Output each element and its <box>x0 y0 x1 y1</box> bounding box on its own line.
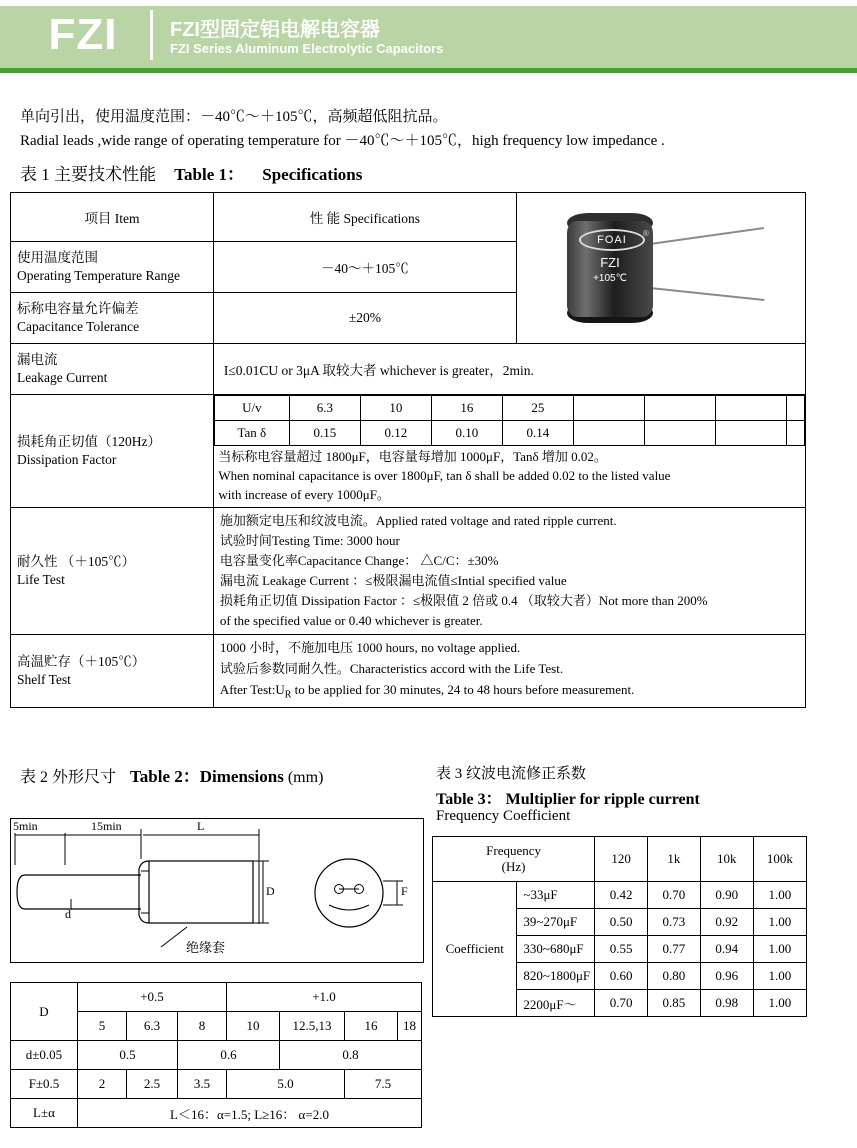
t3-v-1-0: 0.50 <box>595 909 648 936</box>
table-row <box>214 446 804 507</box>
dim-row-d-v1: 0.5 <box>78 1041 178 1070</box>
t3-v-3-2: 0.96 <box>700 963 753 990</box>
table-row <box>11 507 806 635</box>
dim-d-10: 10 <box>227 1012 280 1041</box>
dim-row-F-v5: 7.5 <box>345 1070 422 1099</box>
table3-caption-en: Table 3： Multiplier for ripple current <box>436 791 700 808</box>
table2-caption-en: Table 2：Dimensions <box>130 767 284 786</box>
table-row <box>11 1070 422 1099</box>
specifications-table <box>10 192 806 708</box>
shelf-line-3a: After Test:U <box>219 681 285 697</box>
dim-d-5: 5 <box>78 1012 127 1041</box>
t3-row-label-coefficient: Coefficient <box>433 882 517 1017</box>
capacitor-temp-label: +105℃ <box>593 272 627 284</box>
t3-cap-range-5: 2200μF～ <box>517 990 595 1017</box>
life-line-4: 漏电流 Leakage Current ：≤极限漏电流值≤Intial specified value <box>219 572 567 588</box>
intro-line-cn: 单向引出，使用温度范围：－40℃～＋105℃，高频超低阻抗品。 <box>20 109 448 125</box>
shelf-line-3-sub: R <box>284 689 292 701</box>
df-head-4: 25 <box>502 396 573 421</box>
table-row <box>11 1099 422 1128</box>
t3-v-4-1: 0.85 <box>648 990 701 1017</box>
t3-v-2-2: 0.94 <box>700 936 753 963</box>
row-life-en: Life Test <box>17 571 65 587</box>
intro-line-en: Radial leads ,wide range of operating temperature for －40℃～＋105℃，high frequency low impedance . <box>20 133 665 149</box>
table1-caption-cn: 表 1 主要技术性能 <box>20 165 156 184</box>
row-shelf-en: Shelf Test <box>17 671 71 687</box>
t3-v-4-0: 0.70 <box>595 990 648 1017</box>
df-val-2: 0.12 <box>360 421 431 446</box>
row-operating-temp-value: －40～＋105℃ <box>213 242 516 293</box>
row-tolerance-cn: 标称电容量允许偏差 <box>17 300 139 316</box>
capacitor-photo <box>517 199 805 338</box>
life-line-5: 损耗角正切值 Dissipation Factor ：≤极限值 2 倍或 0.4 （取较大者）Not more than 200% <box>219 593 708 609</box>
df-head-0: U/v <box>214 396 289 421</box>
t3-cap-range-1: ~33μF <box>517 882 595 909</box>
row-leakage-label <box>11 344 214 395</box>
table-row <box>11 344 806 395</box>
table-row <box>433 837 807 882</box>
table1-head-item: 项目 Item <box>11 193 214 242</box>
shelf-line-1: 1000 小时，不施加电压 1000 hours, no voltage applied. <box>219 640 521 656</box>
t3-v-0-0: 0.42 <box>595 882 648 909</box>
t3-col-1k: 1k <box>648 837 701 882</box>
dim-head-plus10: +1.0 <box>227 983 422 1012</box>
table2-caption-cn: 表 2 外形尺寸 <box>20 769 117 786</box>
header-divider <box>150 10 153 60</box>
header-title-en: FZI Series Aluminum Electrolytic Capacitors <box>170 41 444 56</box>
row-tolerance-label <box>11 293 214 344</box>
row-dissipation-label <box>11 395 214 508</box>
table-row <box>11 395 806 508</box>
dimension-drawing <box>10 818 424 963</box>
table-row <box>11 983 422 1012</box>
capacitor-photo-cell <box>516 193 805 344</box>
lead-wire-2 <box>650 287 765 301</box>
row-life-value <box>213 507 805 635</box>
dim-label-d: d <box>65 907 71 921</box>
df-head-5 <box>573 396 644 421</box>
df-val-8 <box>786 421 804 446</box>
dim-row-F-label: F±0.5 <box>11 1070 78 1099</box>
dim-label-D: D <box>266 884 275 898</box>
row-dissipation-cn: 损耗角正切值（120Hz） <box>17 433 161 449</box>
t3-v-2-1: 0.77 <box>648 936 701 963</box>
row-shelf-label <box>11 635 214 707</box>
df-val-7 <box>715 421 786 446</box>
t3-v-2-0: 0.55 <box>595 936 648 963</box>
row-dissipation-en: Dissipation Factor <box>17 451 117 467</box>
shelf-line-2: 试验后参数同耐久性。Characteristics accord with the Life Test. <box>219 661 564 677</box>
t3-cap-range-2: 39~270μF <box>517 909 595 936</box>
header-title-cn: FZI型固定铝电解电容器 <box>170 19 380 41</box>
life-line-6: of the specified value or 0.40 whichever is greater. <box>219 613 483 629</box>
row-operating-temp-cn: 使用温度范围 <box>17 249 98 265</box>
row-life-label <box>11 507 214 635</box>
dim-d-63: 6.3 <box>127 1012 178 1041</box>
table1-head-spec: 性 能 Specifications <box>213 193 516 242</box>
shelf-line-3 <box>220 680 799 704</box>
shelf-line-3c: to be applied for 30 minutes, 24 to 48 hours before measurement. <box>291 681 635 697</box>
dim-label-F: F <box>401 884 408 898</box>
df-val-5 <box>573 421 644 446</box>
t3-v-1-3: 1.00 <box>753 909 806 936</box>
dim-head-D: D <box>11 983 78 1041</box>
life-line-3: 电容量变化率Capacitance Change： △C/C：±30% <box>219 552 499 568</box>
t3-head-frequency-l1: Frequency <box>486 843 542 858</box>
df-head-1: 6.3 <box>289 396 360 421</box>
life-line-2: 试验时间Testing Time: 3000 hour <box>219 532 400 548</box>
t3-head-frequency-l2: (Hz) <box>501 859 526 874</box>
df-val-4: 0.14 <box>502 421 573 446</box>
capacitor-brand-mark: FOAI <box>579 229 645 251</box>
row-operating-temp-label <box>11 242 214 293</box>
dim-row-d-v2: 0.6 <box>178 1041 280 1070</box>
ripple-multiplier-table <box>432 836 807 1017</box>
t3-v-3-1: 0.80 <box>648 963 701 990</box>
dim-label-L: L <box>197 819 205 833</box>
t3-v-0-2: 0.90 <box>700 882 753 909</box>
t3-cap-range-4: 820~1800μF <box>517 963 595 990</box>
df-head-7 <box>715 396 786 421</box>
dim-label-sleeve: 绝缘套 <box>186 940 226 955</box>
dim-row-d-v3: 0.8 <box>280 1041 422 1070</box>
table2-caption-unit: (mm) <box>287 769 324 786</box>
t3-col-120: 120 <box>595 837 648 882</box>
df-head-6 <box>644 396 715 421</box>
row-operating-temp-en: Operating Temperature Range <box>17 268 180 283</box>
dimensions-table <box>10 982 422 1128</box>
df-note-en1: When nominal capacitance is over 1800μF, tan δ shall be added 0.02 to the listed value <box>218 467 671 483</box>
t3-v-4-2: 0.98 <box>700 990 753 1017</box>
dim-row-F-v3: 3.5 <box>178 1070 227 1099</box>
table-row <box>214 421 804 446</box>
table3-caption-en2: Frequency Coefficient <box>436 808 571 824</box>
dim-row-L-label: L±α <box>11 1099 78 1128</box>
t3-v-4-3: 1.00 <box>753 990 806 1017</box>
dissipation-subtable <box>214 395 805 507</box>
table3-caption-cn: 表 3 纹波电流修正系数 <box>436 766 587 782</box>
t3-cap-range-3: 330~680μF <box>517 936 595 963</box>
dim-label-5min: 5min <box>13 819 38 833</box>
t3-v-3-0: 0.60 <box>595 963 648 990</box>
row-life-cn: 耐久性 （＋105℃） <box>17 553 136 569</box>
row-leakage-cn: 漏电流 <box>17 351 58 367</box>
df-head-8 <box>786 396 804 421</box>
row-tolerance-value: ±20% <box>213 293 516 344</box>
table-row <box>11 193 806 242</box>
dim-row-L-value: L＜16：α=1.5; L≥16： α=2.0 <box>78 1099 422 1128</box>
t3-v-3-3: 1.00 <box>753 963 806 990</box>
row-dissipation-value <box>213 395 805 508</box>
dim-label-15min: 15min <box>91 819 122 833</box>
row-leakage-en: Leakage Current <box>17 370 108 385</box>
dim-row-F-v2: 2.5 <box>127 1070 178 1099</box>
df-head-3: 16 <box>431 396 502 421</box>
lead-wire-1 <box>650 227 764 244</box>
df-note <box>214 446 804 507</box>
table-row <box>11 635 806 707</box>
row-tolerance-en: Capacitance Tolerance <box>17 319 140 334</box>
header-rule <box>0 68 857 73</box>
dim-d-18: 18 <box>398 1012 422 1041</box>
df-head-2: 10 <box>360 396 431 421</box>
capacitor-series-label: FZI <box>600 254 620 270</box>
dim-row-F-v1: 2 <box>78 1070 127 1099</box>
t3-v-0-1: 0.70 <box>648 882 701 909</box>
table1-caption-en: Table 1： <box>174 165 245 184</box>
t3-v-1-2: 0.92 <box>700 909 753 936</box>
t3-v-1-1: 0.73 <box>648 909 701 936</box>
table1-caption <box>20 160 362 185</box>
dim-d-125-13: 12.5,13 <box>280 1012 345 1041</box>
table-row <box>433 882 807 909</box>
df-val-0: Tan δ <box>214 421 289 446</box>
table-row <box>214 396 804 421</box>
df-val-6 <box>644 421 715 446</box>
df-val-1: 0.15 <box>289 421 360 446</box>
t3-v-0-3: 1.00 <box>753 882 806 909</box>
dim-row-F-v4: 5.0 <box>227 1070 345 1099</box>
dim-d-16: 16 <box>345 1012 398 1041</box>
brand-logo: FZI <box>48 10 118 59</box>
t3-head-frequency <box>433 837 595 882</box>
registered-mark-icon: ® <box>642 228 649 238</box>
row-shelf-cn: 高温贮存（＋105℃） <box>17 653 146 669</box>
t3-col-100k: 100k <box>753 837 806 882</box>
df-note-cn: 当标称电容量超过 1800μF，电容量每增加 1000μF，Tanδ 增加 0.02。 <box>218 449 607 464</box>
row-leakage-value: I≤0.01CU or 3μA 取较大者 whichever is greater，2min. <box>213 344 805 395</box>
t3-col-10k: 10k <box>700 837 753 882</box>
dim-row-d-label: d±0.05 <box>11 1041 78 1070</box>
row-shelf-value <box>213 635 805 707</box>
dim-d-8: 8 <box>178 1012 227 1041</box>
table-row <box>11 1041 422 1070</box>
df-val-3: 0.10 <box>431 421 502 446</box>
table2-caption <box>20 762 323 787</box>
dim-head-plus05: +0.5 <box>78 983 227 1012</box>
t3-v-2-3: 1.00 <box>753 936 806 963</box>
life-line-1: 施加额定电压和纹波电流。Applied rated voltage and rated ripple current. <box>219 512 617 528</box>
table1-caption-en2: Specifications <box>262 165 363 184</box>
df-note-en2: with increase of every 1000μF。 <box>218 486 390 502</box>
